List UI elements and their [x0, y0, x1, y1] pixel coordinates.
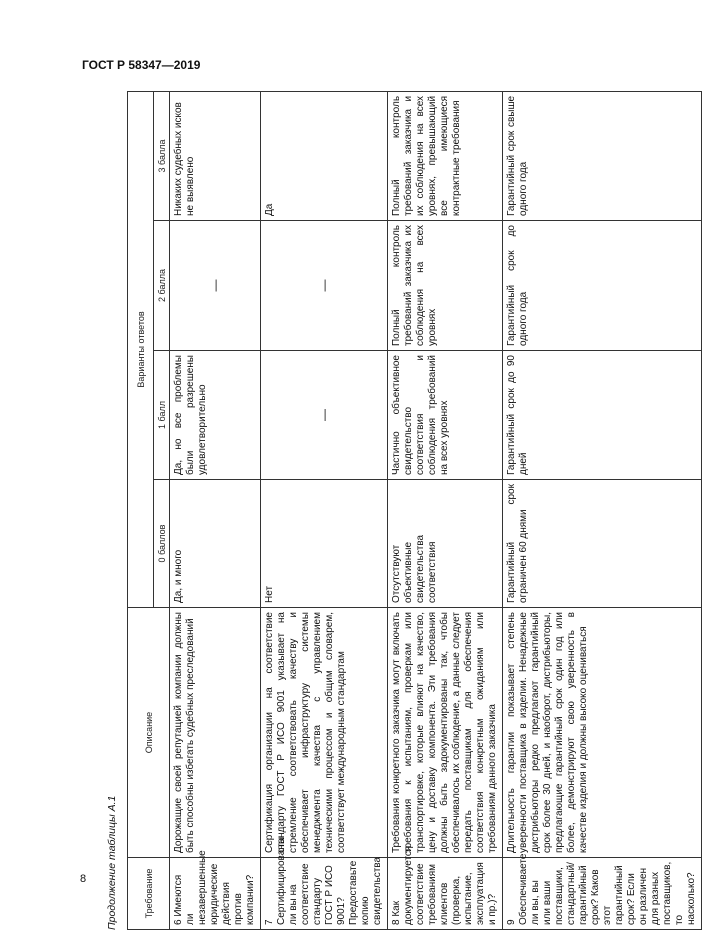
cell-score-1: Гарантийный срок до 90 дней	[503, 351, 702, 480]
cell-score-2: Гарантийный срок до одного года	[503, 221, 702, 351]
cell-score-2: Полный контроль требований заказчика их соблюдения на всех уровнях	[388, 221, 503, 351]
header-score-3: 3 балла	[154, 91, 170, 220]
header-description: Описание	[128, 608, 170, 858]
document-header: ГОСТ Р 58347—2019	[82, 58, 201, 72]
header-requirement: Требование	[128, 858, 170, 930]
requirements-table	[127, 91, 702, 930]
cell-score-0: Нет	[261, 480, 388, 608]
table-row	[503, 91, 702, 929]
cell-requirement: 9 Обеспечиваете ли вы, вы или ваши поставщики, стандартный/гарантийный срок? Каков этот гарантийный срок? Если он различен для разных поставщиков, то насколько?	[503, 858, 702, 930]
cell-description: Сертификация организации на соответствие стандарту ГОСТ Р ИСО 9001 указывает на стремление соответствовать качеству и обеспечивает инфраструктуру системы менеджмента качества с управлением техническими процессом и общим словарем, соответствует международным стандартам	[261, 608, 388, 858]
cell-score-1: Да, но все проблемы были разрешены удовлетворительно	[170, 351, 261, 480]
page-number: 8	[80, 873, 87, 885]
cell-score-1: Частично объективное свидетельство соответствия и соблюдения требований на всех уровнях	[388, 351, 503, 480]
header-score-2: 2 балла	[154, 221, 170, 351]
cell-score-3: Никаких судебных исков не выявлено	[170, 91, 261, 220]
table-row	[388, 91, 503, 929]
header-score-1: 1 балл	[154, 351, 170, 480]
rotated-table-block	[106, 92, 697, 930]
header-answer-options: Варианты ответов	[128, 91, 154, 607]
cell-description: Требования конкретного заказчика могут включать требования к испытаниям, проверкам или транспортировке, которые влияют на качество, цену и доставку компонента. Эти требования должны быть задокументированы так, чтобы обеспечивалось их соблюдение, а данные следует передать поставщикам для обеспечения соответствия конкретным ожиданиям или требованиям данного заказчика	[388, 608, 503, 858]
cell-score-0: Отсутствуют объективные свидетельства соответствия	[388, 480, 503, 608]
cell-score-0: Гарантийный срок ограничен 60 днями	[503, 480, 702, 608]
header-score-0: 0 баллов	[154, 480, 170, 608]
cell-description: Дорожащие своей репутацией компании должны быть способны избегать судебных преследований	[170, 608, 261, 858]
cell-score-2: —	[170, 221, 261, 351]
cell-requirement: 7 Сертифицированы ли вы на соответствие стандарту ГОСТ Р ИСО 9001? Предоставьте копию свидетельства	[261, 858, 388, 930]
cell-requirement: 8 Как документируется соответствие требованиям клиентов (проверка, испытание, эксплуатация и пр.)?	[388, 858, 503, 930]
cell-score-2: —	[261, 221, 388, 351]
cell-score-3: Да	[261, 91, 388, 220]
cell-description: Длительность гарантии показывает степень уверенности поставщика в изделии. Ненадежные дистрибьюторы редко предлагают гарантийный срок более 30 дней, и наоборот, дистрибьюторы, предлагающие гарантийный срок один год или более, демонстрируют свою уверенность в качестве изделия и должны высоко оцениваться	[503, 608, 702, 858]
cell-score-1: —	[261, 351, 388, 480]
table-caption: Продолжение таблицы А.1	[106, 795, 118, 930]
table-row	[170, 91, 261, 929]
cell-requirement: 6 Имеются ли незавершенные юридические действия против компании?	[170, 858, 261, 930]
cell-score-3: Гарантийный срок свыше одного года	[503, 91, 702, 220]
cell-score-0: Да, и много	[170, 480, 261, 608]
table-row	[261, 91, 388, 929]
cell-score-3: Полный контроль требований заказчика и их соблюдения на всех уровнях, превышающий все имеющиеся контрактные требования	[388, 91, 503, 220]
table-header-row	[128, 91, 154, 929]
